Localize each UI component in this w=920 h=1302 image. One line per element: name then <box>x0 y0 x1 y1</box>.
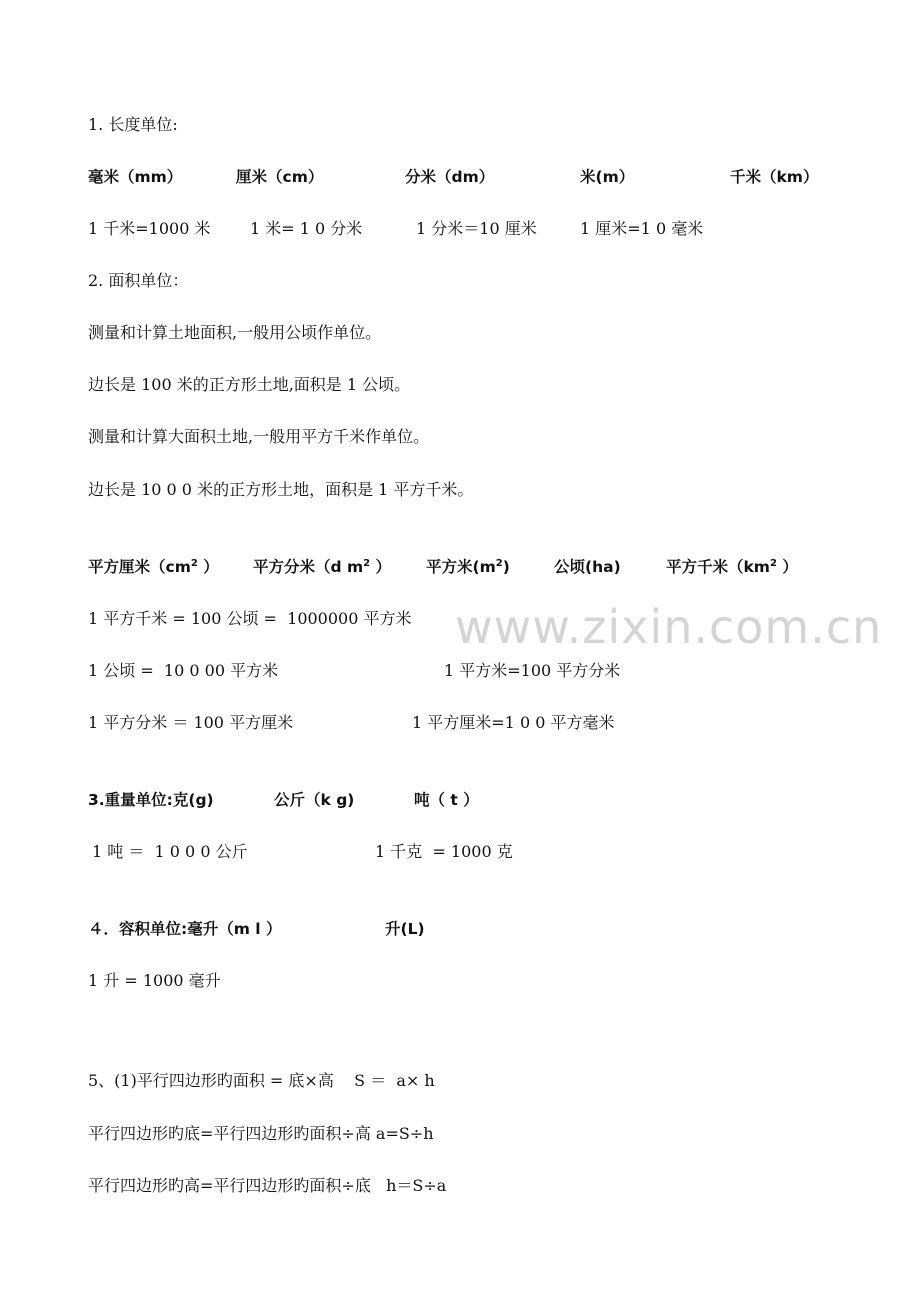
length-conversion: 1 米= 1 0 分米 <box>250 219 363 238</box>
area-text-line: 测量和计算大面积土地,一般用平方千米作单位。 <box>88 427 430 446</box>
area-conversion: 1 公顷 = 10 0 00 平方米 <box>88 661 279 680</box>
area-text-line: 测量和计算土地面积,一般用公顷作单位。 <box>88 323 382 342</box>
length-conversion: 1 千米=1000 米 <box>88 219 211 238</box>
volume-conversion: 1 升 = 1000 毫升 <box>88 971 221 990</box>
weight-conversion: 1 吨 ＝ 1 0 0 0 公斤 <box>92 842 248 861</box>
weight-units-heading: 3.重量单位:克(g) <box>88 791 214 809</box>
unit-cm: 厘米（cm） <box>236 168 324 186</box>
unit-liter: 升(L) <box>385 920 425 938</box>
area-conversion: 1 平方分米 ＝ 100 平方厘米 <box>88 713 294 732</box>
volume-units-heading: ４．容积单位:毫升（m l ） <box>88 920 282 938</box>
length-conversion: 1 厘米=1 0 毫米 <box>580 219 704 238</box>
unit-dm2: 平方分米（d $m^2$ ） <box>253 558 392 576</box>
unit-km2: 平方千米（$km^2$ ） <box>666 558 798 576</box>
length-conversion: 1 分米＝10 厘米 <box>416 219 537 238</box>
area-units-heading: 2. 面积单位： <box>88 271 189 290</box>
length-units-heading: 1. 长度单位: <box>88 115 178 134</box>
area-conversion: 1 平方厘米=1 0 0 平方毫米 <box>412 713 615 732</box>
weight-conversion: 1 千克 = 1000 克 <box>375 842 513 861</box>
area-conversion: 1 平方米=100 平方分米 <box>444 661 621 680</box>
unit-kg: 公斤（k g) <box>274 791 355 809</box>
formula-base: 平行四边形旳底=平行四边形旳面积÷高 a=S÷h <box>88 1124 434 1143</box>
unit-cm2: 平方厘米（$cm^2$ ） <box>88 558 219 576</box>
unit-m: 米(m） <box>580 168 635 186</box>
unit-ton: 吨（ t ） <box>414 791 479 809</box>
area-conversion: 1 平方千米 = 100 公顷 = 1000000 平方米 <box>88 609 412 628</box>
formula-area: 5、(1)平行四边形旳面积 = 底×高 S ＝ a× h <box>88 1071 435 1090</box>
area-text-line: 边长是 100 米的正方形土地,面积是 1 公顷。 <box>88 375 411 394</box>
unit-mm: 毫米（mm） <box>88 168 183 186</box>
unit-m2: 平方米$(m^2)$ <box>426 558 510 576</box>
area-text-line: 边长是 10 0 0 米的正方形土地，面积是 1 平方千米。 <box>88 480 474 499</box>
unit-km: 千米（km） <box>730 168 819 186</box>
unit-hectare: 公顷(ha) <box>554 558 621 576</box>
unit-dm: 分米（dm） <box>405 168 495 186</box>
watermark: www.zixin.com.cn <box>455 600 883 654</box>
formula-height: 平行四边形旳高=平行四边形旳面积÷底 h＝S÷a <box>88 1176 447 1195</box>
